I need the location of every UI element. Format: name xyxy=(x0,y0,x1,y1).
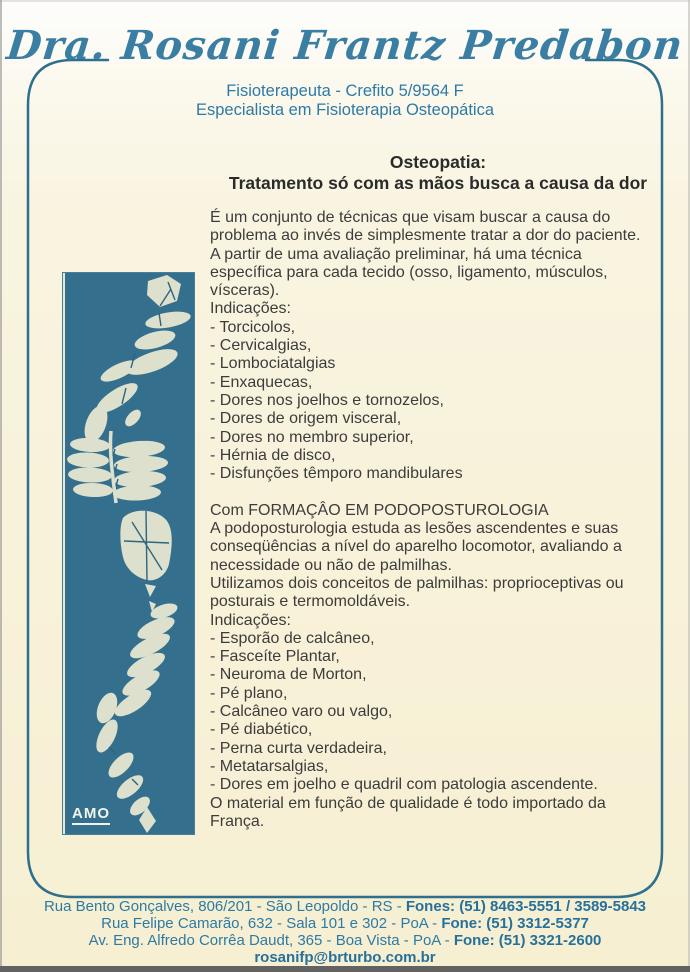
text-line: Indicações: xyxy=(210,611,291,629)
text-line: Com FORMAÇÂO EM PODOPOSTUROLOGIA xyxy=(210,501,549,519)
text-line: problema ao invés de simplesmente tratar a dor do paciente. xyxy=(210,227,641,245)
text-line: específica para cada tecido (osso, ligamento, músculos, xyxy=(210,263,608,281)
body-text xyxy=(210,209,666,831)
footer-contact-block xyxy=(0,899,690,967)
text-line: necessidade ou não de palmilhas. xyxy=(210,556,452,574)
section-heading-line1: Osteopatia: xyxy=(389,152,487,172)
text-line: - Neuroma de Morton, xyxy=(210,666,367,684)
botanical-print-svg xyxy=(63,273,194,834)
indications-list-1 xyxy=(210,319,666,484)
text-line: - Enxaquecas, xyxy=(210,373,313,391)
text-line: - Dores de origem visceral, xyxy=(210,410,402,428)
email-address: rosanifp@brturbo.com.br xyxy=(254,948,436,966)
text-line: - Dores nos joelhos e tornozelos, xyxy=(210,391,444,409)
text-line: - Calcâneo varo ou valgo, xyxy=(210,703,393,721)
text-line: - Lombociatalgias xyxy=(210,355,336,373)
phone-text: Fone: (51) 3321-2600 xyxy=(453,931,602,949)
address-line xyxy=(0,899,690,916)
text-line: - Pé diabético, xyxy=(210,721,313,739)
text-line: posturais e termomoldáveis. xyxy=(210,593,411,611)
phone-text: Fones: (51) 8463-5551 / 3589-5843 xyxy=(405,898,647,915)
section-heading-line2: Tratamento só com as mãos busca a causa da dor xyxy=(228,173,648,193)
address-text: Rua Bento Gonçalves, 806/201 - São Leopoldo - RS - xyxy=(43,898,406,915)
text-line: - Fasceíte Plantar, xyxy=(210,648,340,666)
intro-paragraph xyxy=(210,209,666,319)
amo-signature: AMO xyxy=(72,805,110,825)
botanical-print-image xyxy=(62,272,195,835)
text-line: - Hérnia de disco, xyxy=(210,446,336,464)
doctor-name: Dra. Rosani Frantz Predabon xyxy=(4,22,686,69)
text-line: - Dores em joelho e quadril com patologia ascendente. xyxy=(210,776,598,794)
text-line: - Dores no membro superior, xyxy=(210,428,414,446)
text-line: A partir de uma avaliação preliminar, há uma técnica xyxy=(210,245,582,263)
text-line: - Pé plano, xyxy=(210,684,288,702)
text-line: - Metatarsalgias, xyxy=(210,757,329,775)
main-text-column xyxy=(210,152,666,831)
address-text: Rua Felipe Camarão, 632 - Sala 101 e 302 - PoA - xyxy=(101,914,442,932)
text-line: França. xyxy=(210,812,265,830)
address-line xyxy=(0,933,690,950)
text-line: - Cervicalgias, xyxy=(210,337,312,355)
blank-line xyxy=(210,483,666,501)
podoposturologia-paragraph xyxy=(210,502,666,630)
text-line: - Perna curta verdadeira, xyxy=(210,739,387,757)
text-line: vísceras). xyxy=(210,282,280,300)
profession-subtitle: Fisioterapeuta - Crefito 5/9564 F xyxy=(226,82,464,100)
address-line xyxy=(0,916,690,933)
text-line: A podoposturologia estuda as lesões ascendentes e suas xyxy=(210,520,619,538)
text-line: - Disfunções têmporo mandibulares xyxy=(210,465,463,483)
text-line: Indicações: xyxy=(210,300,291,318)
text-line: Utilizamos dois conceitos de palmilhas: proprioceptivas ou xyxy=(210,574,624,592)
text-line: conseqüências a nível do aparelho locomotor, avaliando a xyxy=(210,538,622,556)
indications-list-2 xyxy=(210,630,666,795)
address-text: Av. Eng. Alfredo Corrêa Daudt, 365 - Boa Vista - PoA - xyxy=(88,931,454,949)
text-line: - Torcicolos, xyxy=(210,318,296,336)
specialty-subtitle: Especialista em Fisioterapia Osteopática xyxy=(195,101,495,119)
phone-text: Fone: (51) 3312-5377 xyxy=(441,914,589,932)
text-line: O material em função de qualidade é todo importado da xyxy=(210,794,606,812)
closing-paragraph xyxy=(210,795,666,832)
text-line: É um conjunto de técnicas que visam buscar a causa do xyxy=(210,209,611,226)
text-line: - Esporão de calcâneo, xyxy=(210,629,375,647)
